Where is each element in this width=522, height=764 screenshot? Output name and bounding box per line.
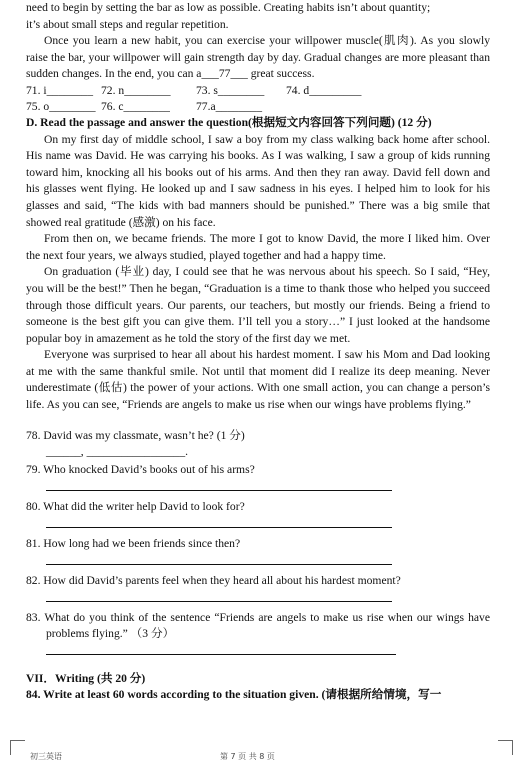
- footer-subject: 初三英语: [30, 752, 62, 761]
- exam-page: [26, 0, 490, 704]
- writing-heading: VII．Writing (共 20 分): [26, 671, 146, 685]
- answer-75: 75. o________: [26, 99, 96, 113]
- answer-line[interactable]: [46, 642, 396, 655]
- passage-c-line: need to begin by setting the bar as low as possible. Creating habits isn’t about quantity;: [26, 1, 431, 14]
- question-80: 80. What did the writer help David to look for?: [26, 499, 245, 513]
- answer-74: 74. d_________: [286, 83, 362, 97]
- question-78-answer-blank[interactable]: ______, _________________.: [46, 444, 189, 458]
- answer-row: [26, 99, 490, 115]
- question-83: 83. What do you think of the sentence “Friends are angels to make us rise when our wings have problems flying.” （3 分）: [26, 610, 490, 640]
- footer-page-number: 第 7 页 共 8 页: [220, 752, 275, 761]
- crop-mark: [10, 740, 25, 755]
- question-82: 82. How did David’s parents feel when they heard all about his hardest moment?: [26, 573, 401, 587]
- answer-line[interactable]: [46, 552, 392, 565]
- page-footer: [0, 740, 522, 764]
- answer-line[interactable]: [46, 589, 392, 602]
- passage-d-paragraph: On graduation (毕业) day, I could see that he was nervous about his speech. So I said, “Hey, you will be the best!” Then he began, “Graduation is a time to thank those who helped you succeed through those difficult years. Our parents, our teachers, but mostly our friends. Being a friend to someone is the best gift you can give them. I’ll tell you a story…” I just looked at the handsome popular boy in amazement as he told the story of the first day we met.: [26, 265, 490, 345]
- question-78: 78. David was my classmate, wasn’t he? (1 分): [26, 428, 245, 442]
- answer-73: 73. s________: [196, 83, 265, 97]
- question-81: 81. How long had we been friends since then?: [26, 536, 241, 550]
- answer-row: [26, 83, 490, 99]
- answer-72: 72. n________: [101, 83, 171, 97]
- answer-77: 77.a________: [196, 99, 263, 113]
- answer-71: 71. i________: [26, 83, 93, 97]
- answer-76: 76. c________: [101, 99, 170, 113]
- answer-line[interactable]: [46, 478, 392, 491]
- passage-c-line: it’s about small steps and regular repetition.: [26, 17, 229, 31]
- section-d-heading: D. Read the passage and answer the question(根据短文内容回答下列问题) (12 分): [26, 115, 432, 129]
- passage-c-paragraph: Once you learn a new habit, you can exercise your willpower muscle(肌肉). As you slowly raise the bar, your willpower will gain strength day by day. Gradual changes are more pleasant than sudden changes. In the end, you can a___77___ great success.: [26, 34, 490, 81]
- question-79: 79. Who knocked David’s books out of his arms?: [26, 462, 255, 476]
- passage-d-paragraph: Everyone was surprised to hear all about his hardest moment. I saw his Mom and Dad looking at me with the same thankful smile. Not until that moment did I realize its deep meaning. Never underestimate (低估) the power of your actions. With one small action, you can change a person’s life. As you can see, “Friends are angels to make us rise when our wings have problems flying.”: [26, 348, 490, 412]
- passage-d-paragraph: From then on, we became friends. The more I got to know David, the more I liked him. Over the next four years, we always studied, played together and had a happy time.: [26, 232, 490, 262]
- crop-mark: [498, 740, 513, 755]
- answer-line[interactable]: [46, 515, 392, 528]
- passage-d-paragraph: On my first day of middle school, I saw a boy from my class walking back home after school. His name was David. He was carrying his books. As I was walking, I saw a group of kids running toward him, knocking all his books out of his arms. And then they ran away. David fell down and his glasses went flying. He looked up and I saw sadness in his eyes. I helped him to look for his glasses and said, “The kids with bad manners should be punished.” There was a big smile that showed real gratitude (感激) on his face.: [26, 132, 490, 229]
- question-84: 84. Write at least 60 words according to the situation given. (请根据所给情境，写一: [26, 688, 442, 702]
